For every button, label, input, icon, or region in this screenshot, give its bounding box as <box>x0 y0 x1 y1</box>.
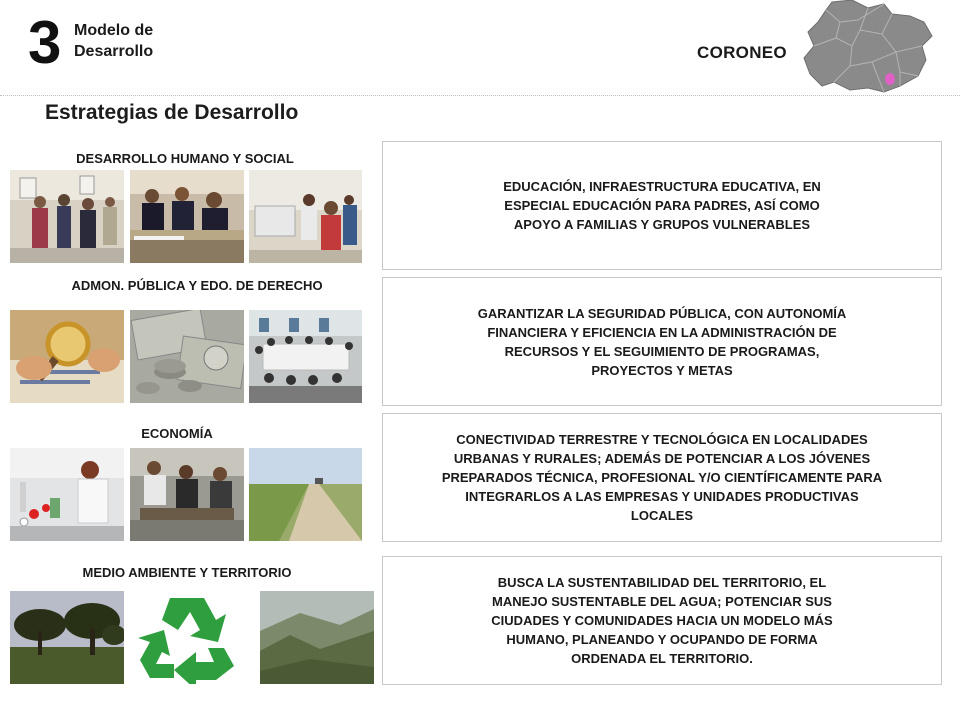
photo-mountain-valley <box>260 591 374 684</box>
section-title-medio-ambiente: MEDIO AMBIENTE Y TERRITORIO <box>82 565 292 580</box>
chapter-label-line1: Modelo de <box>74 22 154 39</box>
strategy-box-admon-publica <box>382 277 942 406</box>
photo-laboratory <box>10 448 124 541</box>
chapter-number: 3 <box>28 9 62 76</box>
strategy-text-desarrollo-humano: EDUCACIÓN, INFRAESTRUCTURA EDUCATIVA, EN ESPECIAL EDUCACIÓN PARA PADRES, ASÍ COMO APOYO A FAMILIAS Y GRUPOS VULNERABLES <box>503 179 821 232</box>
photo-money-coins <box>130 310 244 403</box>
strategy-text-economia: CONECTIVIDAD TERRESTRE Y TECNOLÓGICA EN LOCALIDADES URBANAS Y RURALES; ADEMÁS DE POTENCIAR A LOS JÓVENES PREPARADOS TÉCNICA, PROFESIONAL Y/O CIENTÍFICAMENTE PARA INTEGRARLOS A LAS EMPRESAS Y UNIDADES PRODUCTIVAS LOCALES <box>441 432 883 523</box>
strategy-text-medio-ambiente: BUSCA LA SUSTENTABILIDAD DEL TERRITORIO, EL MANEJO SUSTENTABLE DEL AGUA; POTENCIAR SUS CIUDADES Y COMUNIDADES HACIA UN MODELO MÁS HUMANO, PLANEANDO Y OCUPANDO DE FORMA ORDENADA EL TERRITORIO. <box>491 575 833 666</box>
photo-dental-clinic <box>249 170 362 263</box>
photo-magnifying-glass <box>10 310 124 403</box>
strategy-box-economia <box>382 413 942 542</box>
header-divider <box>0 95 960 96</box>
section-title-economia: ECONOMÍA <box>141 426 213 441</box>
section-title-desarrollo-humano: DESARROLLO HUMANO Y SOCIAL <box>76 151 294 166</box>
photo-trees-landscape <box>10 591 124 684</box>
photo-students-classroom <box>130 170 244 263</box>
recycle-icon <box>130 590 244 684</box>
strategy-text-admon-publica: GARANTIZAR LA SEGURIDAD PÚBLICA, CON AUTONOMÍA FINANCIERA Y EFICIENCIA EN LA ADMINISTRACIÓN DE RECURSOS Y EL SEGUIMIENTO DE PROGRAMAS, PROYECTOS Y METAS <box>477 305 847 378</box>
strategy-box-desarrollo-humano <box>382 141 942 270</box>
photo-women-gathering <box>10 170 124 263</box>
section-title-admon-publica: ADMON. PÚBLICA Y EDO. DE DERECHO <box>71 278 323 293</box>
page-title: Estrategias de Desarrollo <box>45 101 299 124</box>
photo-rural-road <box>249 448 362 541</box>
state-map-icon <box>800 0 935 95</box>
strategy-box-medio-ambiente <box>382 556 942 685</box>
photo-workshop-students <box>130 448 244 541</box>
photo-public-meeting <box>249 310 362 403</box>
chapter-label-line2: Desarrollo <box>74 43 154 60</box>
chapter-label <box>74 20 153 62</box>
municipality-name: CORONEO <box>697 43 787 62</box>
